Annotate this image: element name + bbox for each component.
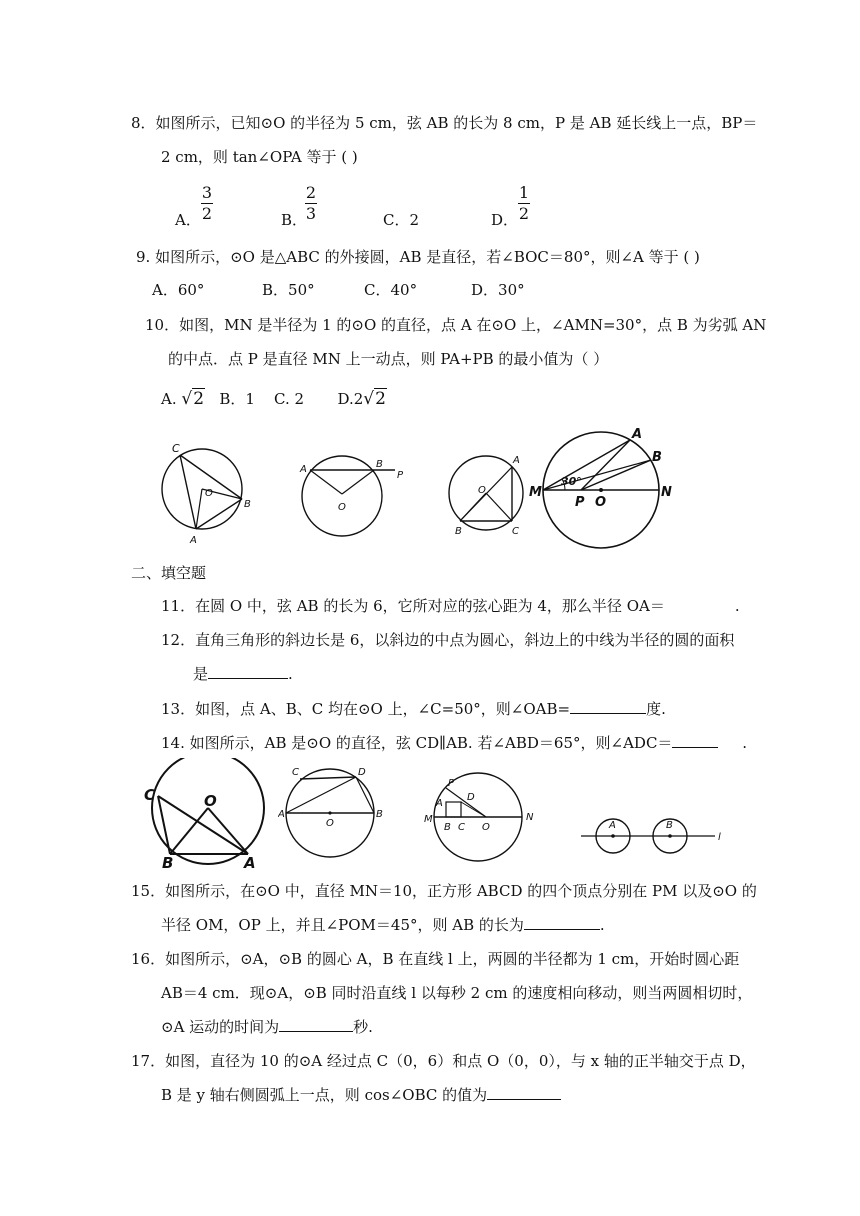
fig8-label-l: l xyxy=(718,832,721,843)
fig2-label-b: B xyxy=(376,459,383,470)
figure-q10-circle xyxy=(525,420,680,555)
q10-options xyxy=(161,389,387,409)
q8-option-b-fraction: 2 3 xyxy=(305,183,317,223)
fig6-label-o: O xyxy=(326,818,334,829)
q16-answer-blank[interactable] xyxy=(279,1031,353,1032)
q13-answer-blank[interactable] xyxy=(570,713,646,714)
figure-q16-circles xyxy=(575,812,730,862)
q9-option-d: D．30° xyxy=(471,281,525,299)
q11-line: 11．在圆 O 中，弦 AB 的长为 6，它所对应的弦心距为 4，那么半径 OA＝ . xyxy=(161,597,740,615)
q10-line2: 的中点．点 P 是直径 MN 上一动点，则 PA+PB 的最小值为（ ） xyxy=(168,350,609,368)
q8-option-b: B． xyxy=(281,211,308,229)
fig5-label-a: A xyxy=(244,854,256,870)
fig7-label-o: O xyxy=(482,822,490,833)
q10-option-c: C. 2 xyxy=(274,390,305,408)
figure-q8-circle xyxy=(290,448,420,548)
q8-line1: 8．如图所示，已知⊙O 的半径为 5 cm，弦 AB 的长为 8 cm，P 是 AB 延长线上一点，BP＝ xyxy=(131,114,758,132)
fig5-label-c: C xyxy=(144,786,156,804)
q10-option-d: D.2 xyxy=(337,390,364,408)
q12-line1: 12．直角三角形的斜边长是 6，以斜边的中点为圆心，斜边上的中线为半径的圆的面积 xyxy=(161,631,735,649)
q12-answer-blank[interactable] xyxy=(208,678,288,679)
q16-line2: AB＝4 cm．现⊙A，⊙B 同时沿直线 l 以每秒 2 cm 的速度相向移动，则当两圆相切时， xyxy=(161,984,753,1002)
q9-line1: 9. 如图所示，⊙O 是△ABC 的外接圆，AB 是直径，若∠BOC＝80°，则∠A 等于 ( ) xyxy=(136,248,700,266)
q14-line: 14. 如图所示，AB 是⊙O 的直径，弦 CD∥AB. 若∠ABD＝65°，则∠ADC＝ . xyxy=(161,734,748,752)
fig1-label-o: O xyxy=(205,488,213,499)
fig1-label-b: B xyxy=(244,499,251,510)
q16-line3: ⊙A 运动的时间为 秒. xyxy=(161,1018,373,1036)
q9-option-a: A．60° xyxy=(152,281,205,299)
figure-q14-circle xyxy=(278,763,393,863)
fig4-angle-label: 30° xyxy=(561,475,582,488)
q15-answer-blank[interactable] xyxy=(524,929,600,930)
fig4-label-p: P xyxy=(575,495,585,510)
fig3-label-o: O xyxy=(478,485,486,496)
fig7-label-m: M xyxy=(424,814,433,825)
fig7-label-n: N xyxy=(526,812,534,823)
fig6-label-d: D xyxy=(358,767,366,778)
fig8-label-a: A xyxy=(609,820,616,831)
fig7-label-p: P xyxy=(448,778,455,789)
fig2-label-p: P xyxy=(397,470,404,481)
fig7-label-b: B xyxy=(444,822,451,833)
fig3-label-c: C xyxy=(512,526,519,537)
fig7-label-d: D xyxy=(467,792,475,803)
fig4-label-m: M xyxy=(529,485,542,500)
q9-option-b: B．50° xyxy=(262,281,315,299)
q10-option-a-sqrt: √2 xyxy=(181,389,205,409)
q8-option-d-fraction: 1 2 xyxy=(518,183,530,223)
fig4-label-a: A xyxy=(632,427,643,442)
fig3-label-a: A xyxy=(513,455,520,466)
q12-line2: 是 . xyxy=(193,665,293,683)
figure-q13-circle xyxy=(140,758,270,870)
q8-option-c: C．2 xyxy=(383,211,420,229)
fig4-label-o: O xyxy=(595,495,607,510)
q16-line1: 16．如图所示，⊙A，⊙B 的圆心 A，B 在直线 l 上，两圆的半径都为 1 cm，开始时圆心距 xyxy=(131,950,740,968)
fig6-label-b: B xyxy=(376,809,383,820)
fig6-label-c: C xyxy=(292,767,299,778)
q17-answer-blank[interactable] xyxy=(487,1099,561,1100)
fig2-label-a: A xyxy=(300,464,307,475)
fig7-label-c: C xyxy=(458,822,465,833)
q10-option-a: A. xyxy=(161,390,177,408)
fig1-label-c: C xyxy=(172,442,180,455)
fig4-label-n: N xyxy=(661,485,672,500)
fig5-label-b: B xyxy=(162,854,174,870)
q13-line: 13．如图，点 A、B、C 均在⊙O 上，∠C=50°，则∠OAB= 度. xyxy=(161,700,666,718)
q8-option-a: A． xyxy=(175,211,201,229)
q9-option-c: C．40° xyxy=(364,281,418,299)
fig8-label-b: B xyxy=(666,820,673,831)
fig3-label-b: B xyxy=(455,526,462,537)
q14-answer-blank[interactable] xyxy=(672,747,718,748)
q10-option-d-sqrt: √2 xyxy=(363,389,386,409)
fig7-label-a: A xyxy=(436,798,443,809)
q10-option-b: B．1 xyxy=(219,390,255,408)
fig4-label-b: B xyxy=(652,450,662,465)
fig2-label-o: O xyxy=(338,502,346,513)
q17-line2: B 是 y 轴右侧圆弧上一点，则 cos∠OBC 的值为 xyxy=(161,1085,561,1105)
section-2-heading: 二、填空题 xyxy=(131,564,207,582)
fig5-label-o: O xyxy=(204,792,217,810)
q8-option-d: D． xyxy=(491,211,519,229)
q8-line2: 2 cm，则 tan∠OPA 等于 ( ) xyxy=(161,148,358,166)
figure-q9-circle xyxy=(150,435,260,545)
q15-line1: 15．如图所示，在⊙O 中，直径 MN＝10，正方形 ABCD 的四个顶点分别在 PM 以及⊙O 的 xyxy=(131,882,757,900)
q15-line2: 半径 OM，OP 上，并且∠POM＝45°，则 AB 的长为 . xyxy=(161,916,605,934)
q17-line1: 17．如图，直径为 10 的⊙A 经过点 C（0，6）和点 O（0，0），与 x 轴的正半轴交于点 D， xyxy=(131,1052,756,1070)
q10-line1: 10．如图，MN 是半径为 1 的⊙O 的直径，点 A 在⊙O 上，∠AMN=30°，点 B 为劣弧 AN xyxy=(145,316,767,334)
fig6-label-a: A xyxy=(278,809,285,820)
fig1-label-a: A xyxy=(190,535,197,545)
q8-option-a-fraction: 3 2 xyxy=(201,183,213,223)
figure-q15-circle xyxy=(420,772,545,867)
